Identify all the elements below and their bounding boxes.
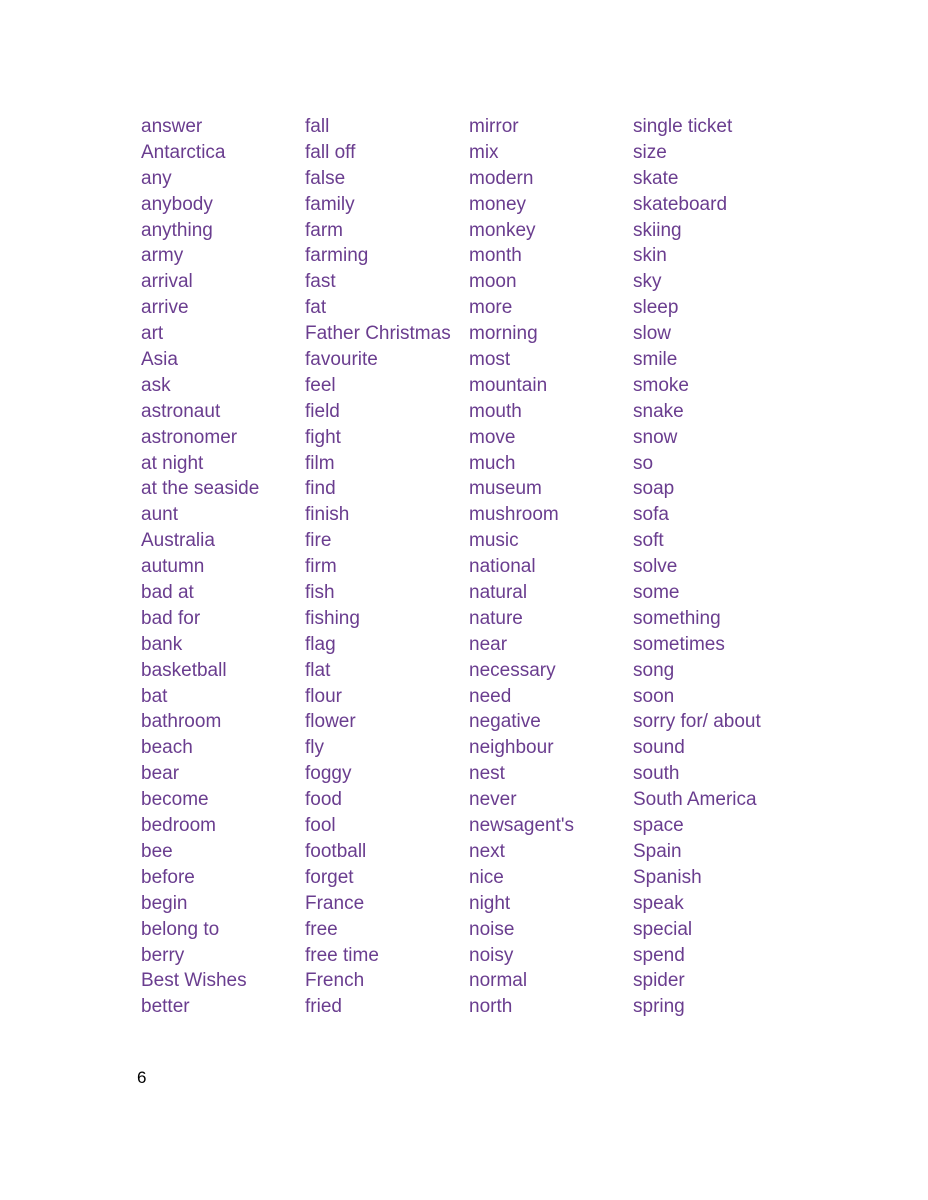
word-item: spring: [633, 996, 685, 1018]
word-item: song: [633, 659, 675, 681]
word-item: some: [633, 582, 680, 604]
word-item: free: [305, 918, 338, 940]
word-item: France: [305, 892, 365, 914]
word-item: nest: [469, 763, 505, 785]
word-item: month: [469, 245, 522, 267]
word-item: film: [305, 452, 335, 474]
word-item: Father Christmas: [305, 323, 451, 345]
word-item: autumn: [141, 556, 205, 578]
word-item: firm: [305, 556, 337, 578]
word-item: sofa: [633, 504, 669, 526]
word-item: berry: [141, 944, 185, 966]
word-item: flour: [305, 685, 342, 707]
word-item: next: [469, 840, 505, 862]
word-item: before: [141, 866, 195, 888]
word-item: beach: [141, 737, 193, 759]
word-item: skateboard: [633, 193, 728, 215]
word-item: mouth: [469, 400, 522, 422]
word-item: flat: [305, 659, 331, 681]
word-item: field: [305, 400, 340, 422]
word-item: answer: [141, 116, 203, 137]
word-item: something: [633, 607, 721, 629]
word-item: nice: [469, 866, 504, 888]
word-item: sleep: [633, 297, 679, 319]
word-item: fat: [305, 297, 327, 319]
word-item: anybody: [141, 193, 213, 215]
word-item: finish: [305, 504, 350, 526]
word-item: free time: [305, 944, 379, 966]
word-item: negative: [469, 711, 541, 733]
word-item: farm: [305, 219, 343, 241]
word-item: bank: [141, 633, 183, 655]
word-item: smoke: [633, 374, 689, 396]
word-item: any: [141, 167, 172, 189]
word-item: most: [469, 349, 511, 371]
word-item: family: [305, 193, 355, 215]
word-item: French: [305, 970, 365, 992]
word-item: bear: [141, 763, 180, 785]
word-item: fight: [305, 426, 341, 448]
word-item: modern: [469, 167, 534, 189]
word-item: arrive: [141, 297, 189, 319]
word-item: mountain: [469, 374, 548, 396]
word-item: fast: [305, 271, 336, 293]
word-item: South America: [633, 789, 757, 811]
word-item: newsagent's: [469, 815, 575, 837]
word-item: slow: [633, 323, 672, 345]
word-item: find: [305, 478, 336, 500]
word-item: Best Wishes: [141, 970, 247, 992]
word-item: Australia: [141, 530, 215, 552]
word-item: smile: [633, 349, 678, 371]
word-item: spend: [633, 944, 685, 966]
word-item: much: [469, 452, 516, 474]
word-item: space: [633, 815, 684, 837]
word-item: become: [141, 789, 209, 811]
word-item: mirror: [469, 116, 519, 137]
word-item: never: [469, 789, 517, 811]
word-item: snow: [633, 426, 678, 448]
word-column-1: [141, 114, 305, 1020]
word-item: noise: [469, 918, 515, 940]
word-item: so: [633, 452, 654, 474]
word-list: [141, 114, 797, 1020]
word-item: moon: [469, 271, 517, 293]
word-item: false: [305, 167, 346, 189]
word-item: belong to: [141, 918, 220, 940]
word-column-2: [305, 114, 469, 1020]
word-item: mix: [469, 141, 499, 163]
word-item: solve: [633, 556, 678, 578]
word-item: ask: [141, 374, 171, 396]
word-item: fishing: [305, 607, 360, 629]
word-item: north: [469, 996, 513, 1018]
word-column-3: [469, 114, 633, 1020]
word-item: mushroom: [469, 504, 559, 526]
word-item: sky: [633, 271, 662, 293]
word-item: better: [141, 996, 190, 1018]
word-item: fried: [305, 996, 342, 1018]
word-item: south: [633, 763, 680, 785]
word-item: near: [469, 633, 508, 655]
word-item: skate: [633, 167, 679, 189]
word-item: museum: [469, 478, 542, 500]
word-item: fish: [305, 582, 335, 604]
word-item: bathroom: [141, 711, 222, 733]
word-item: bee: [141, 840, 173, 862]
word-item: natural: [469, 582, 528, 604]
word-item: skiing: [633, 219, 682, 241]
word-column-4: [633, 114, 797, 1020]
word-item: at the seaside: [141, 478, 260, 500]
word-item: fool: [305, 815, 336, 837]
word-item: anything: [141, 219, 213, 241]
word-item: national: [469, 556, 536, 578]
word-item: size: [633, 141, 667, 163]
word-item: bad for: [141, 607, 201, 629]
word-item: basketball: [141, 659, 227, 681]
word-item: Asia: [141, 349, 178, 371]
word-item: nature: [469, 607, 523, 629]
word-item: bedroom: [141, 815, 216, 837]
word-item: forget: [305, 866, 354, 888]
word-item: fall: [305, 116, 330, 137]
word-item: feel: [305, 374, 336, 396]
word-item: food: [305, 789, 342, 811]
word-item: soon: [633, 685, 675, 707]
word-item: special: [633, 918, 693, 940]
word-item: football: [305, 840, 367, 862]
word-item: arrival: [141, 271, 193, 293]
word-item: farming: [305, 245, 369, 267]
word-item: sorry for/ about: [633, 711, 761, 733]
word-item: Spain: [633, 840, 682, 862]
word-item: begin: [141, 892, 188, 914]
word-item: single ticket: [633, 116, 733, 137]
word-item: at night: [141, 452, 204, 474]
word-item: fall off: [305, 141, 356, 163]
word-item: art: [141, 323, 164, 345]
page-number: 6: [137, 1068, 147, 1087]
word-item: noisy: [469, 944, 514, 966]
word-item: bat: [141, 685, 168, 707]
word-item: snake: [633, 400, 684, 422]
word-item: soap: [633, 478, 675, 500]
word-item: money: [469, 193, 527, 215]
word-item: flag: [305, 633, 336, 655]
word-item: fly: [305, 737, 324, 759]
word-item: sometimes: [633, 633, 725, 655]
word-item: flower: [305, 711, 356, 733]
word-item: Spanish: [633, 866, 702, 888]
word-item: aunt: [141, 504, 178, 526]
word-item: more: [469, 297, 513, 319]
word-item: Antarctica: [141, 141, 226, 163]
word-item: foggy: [305, 763, 352, 785]
word-item: bad at: [141, 582, 194, 604]
word-item: normal: [469, 970, 528, 992]
word-item: necessary: [469, 659, 556, 681]
word-item: soft: [633, 530, 664, 552]
word-item: monkey: [469, 219, 536, 241]
word-item: astronaut: [141, 400, 221, 422]
word-item: morning: [469, 323, 538, 345]
word-item: fire: [305, 530, 332, 552]
word-item: sound: [633, 737, 685, 759]
word-item: need: [469, 685, 512, 707]
word-item: neighbour: [469, 737, 554, 759]
word-item: army: [141, 245, 184, 267]
word-item: speak: [633, 892, 684, 914]
word-item: music: [469, 530, 519, 552]
word-item: night: [469, 892, 511, 914]
word-item: astronomer: [141, 426, 238, 448]
word-item: favourite: [305, 349, 378, 371]
word-item: skin: [633, 245, 667, 267]
word-item: move: [469, 426, 516, 448]
word-item: spider: [633, 970, 685, 992]
